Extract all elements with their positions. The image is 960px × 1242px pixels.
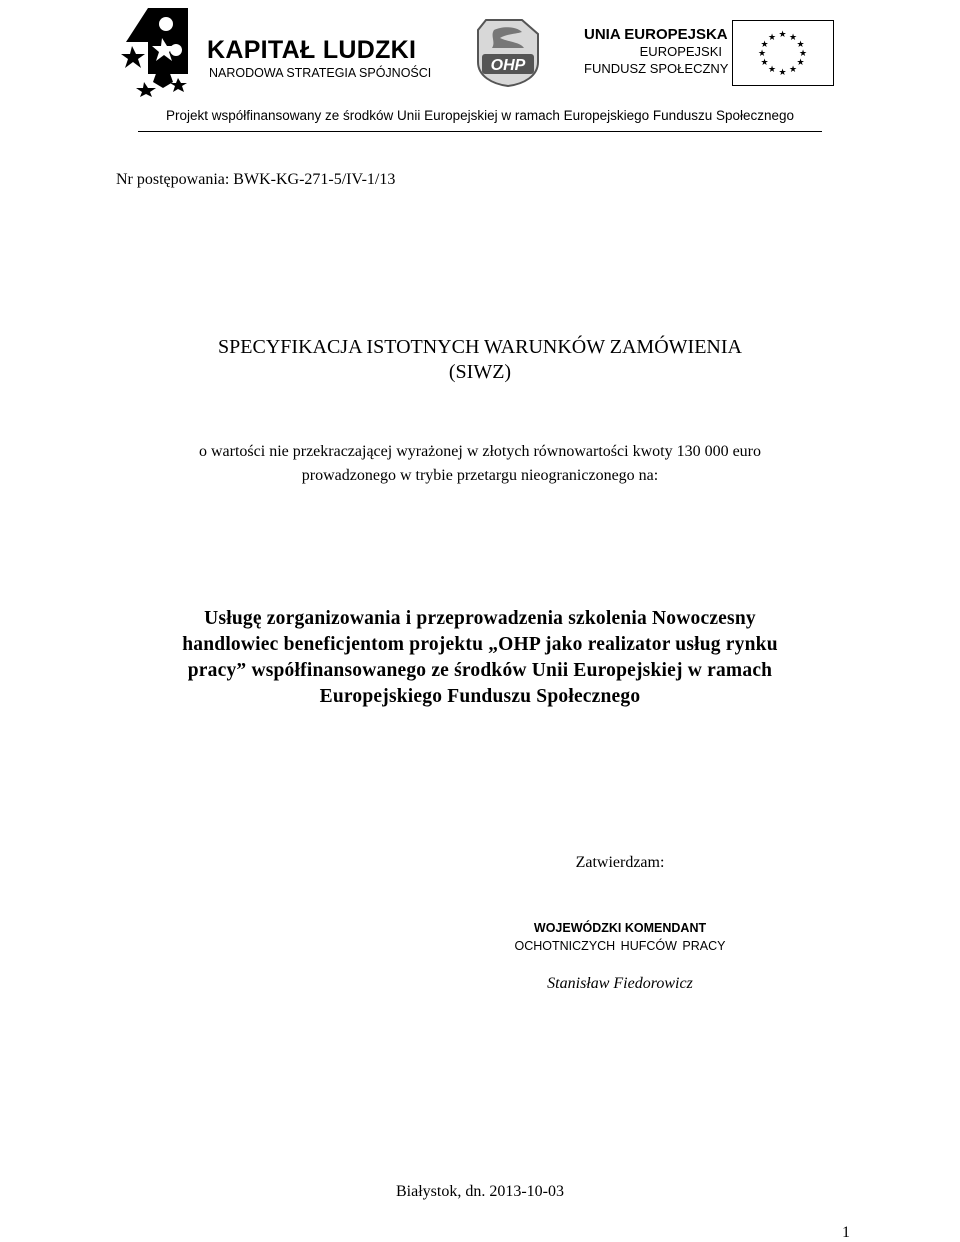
svg-text:★: ★ [798, 49, 808, 59]
svg-text:★: ★ [767, 33, 777, 43]
eu-flag [732, 20, 834, 86]
svg-text:★: ★ [778, 68, 787, 78]
header-project-note: Projekt współfinansowany ze środków Unii Europejskiej w ramach Europejskiego Funduszu Społecznego [165, 108, 795, 123]
svg-text:★: ★ [767, 65, 777, 75]
approver-signature: Stanisław Fiedorowicz [547, 975, 693, 992]
kapital-ludzki-subtitle: NARODOWA STRATEGIA SPÓJNOŚCI [209, 66, 432, 80]
eu-logo-line2: EUROPEJSKI [639, 44, 722, 59]
svg-text:★: ★ [796, 40, 805, 50]
procedure-number: Nr postępowania: BWK-KG-271-5/IV-1/13 [116, 171, 396, 188]
approver-position-line2: OCHOTNICZYCH HUFCÓW PRACY [514, 939, 726, 953]
approver-position-line1: WOJEWÓDZKI KOMENDANT [533, 921, 707, 935]
subject-line3: pracy” współfinansowanego ze środków Unii Europejskiej w ramach [187, 660, 773, 681]
subject-line4: Europejskiego Funduszu Społecznego [319, 686, 641, 707]
eu-logo-text [584, 26, 729, 77]
order-subject [130, 606, 830, 710]
page-number: 1 [842, 1224, 850, 1241]
document-title-abbrev: (SIWZ) [448, 361, 512, 383]
svg-text:★: ★ [760, 40, 769, 50]
document-title: SPECYFIKACJA ISTOTNYCH WARUNKÓW ZAMÓWIENIA [218, 336, 742, 358]
svg-text:★: ★ [788, 65, 798, 75]
header-divider [138, 131, 822, 132]
svg-text:★: ★ [796, 58, 805, 68]
kapital-ludzki-emblem-icon [118, 2, 202, 97]
subtitle-line2: prowadzonego w trybie przetargu nieograniczonego na: [301, 467, 659, 484]
place-and-date: Białystok, dn. 2013-10-03 [396, 1183, 564, 1200]
svg-text:★: ★ [757, 49, 767, 59]
document-subtitle [0, 440, 960, 488]
kapital-ludzki-logo [118, 2, 432, 97]
svg-text:★: ★ [760, 58, 769, 68]
ohp-shield-icon [472, 16, 544, 88]
eu-logo-line1: UNIA EUROPEJSKA [584, 26, 728, 43]
ohp-logo-text: OHP [490, 57, 526, 74]
eu-logo-line3: FUNDUSZ SPOŁECZNY [584, 61, 729, 76]
subject-line2: handlowiec beneficjentom projektu „OHP jako realizator usług rynku [182, 634, 778, 655]
eu-stars-icon [733, 21, 832, 84]
subject-line1: Usługę zorganizowania i przeprowadzenia szkolenia Nowoczesny [204, 608, 756, 629]
eu-logo [584, 20, 836, 88]
svg-text:★: ★ [788, 33, 798, 43]
kapital-ludzki-title: KAPITAŁ LUDZKI [207, 36, 417, 64]
svg-text:★: ★ [778, 30, 787, 40]
approval-label: Zatwierdzam: [575, 854, 665, 871]
subtitle-line1: o wartości nie przekraczającej wyrażonej w złotych równowartości kwoty 130 000 euro [198, 443, 761, 460]
ohp-logo [472, 16, 544, 88]
